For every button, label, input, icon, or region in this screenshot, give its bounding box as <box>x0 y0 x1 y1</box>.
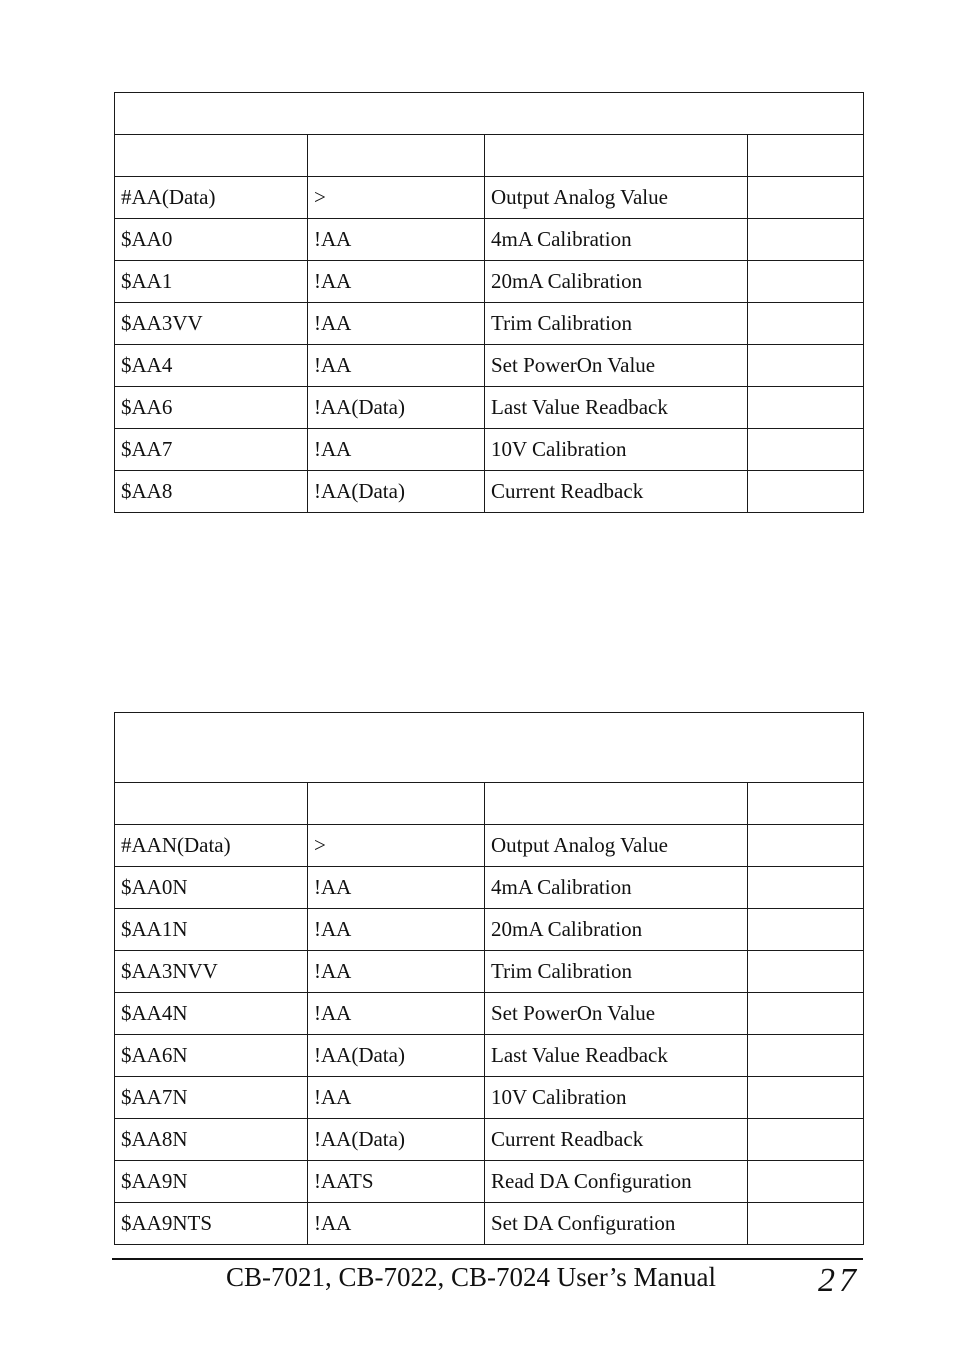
description-cell: 4mA Calibration <box>485 219 748 261</box>
section-cell <box>748 825 864 867</box>
description-cell: Output Analog Value <box>485 825 748 867</box>
command-cell: $AA3NVV <box>115 951 308 993</box>
command-cell: $AA1N <box>115 909 308 951</box>
response-cell: !AA <box>308 951 485 993</box>
response-cell: !AA <box>308 1077 485 1119</box>
description-cell: Set PowerOn Value <box>485 993 748 1035</box>
table-row <box>115 951 864 993</box>
section-cell <box>748 1035 864 1077</box>
table-header-row <box>115 135 864 177</box>
header-cell-section <box>748 135 864 177</box>
command-cell: $AA1 <box>115 261 308 303</box>
table-header-row <box>115 783 864 825</box>
command-cell: $AA9NTS <box>115 1203 308 1245</box>
response-cell: !AA <box>308 993 485 1035</box>
description-cell: 10V Calibration <box>485 429 748 471</box>
command-table-1 <box>114 92 864 513</box>
response-cell: !AATS <box>308 1161 485 1203</box>
header-cell-description <box>485 135 748 177</box>
table-row <box>115 303 864 345</box>
section-cell <box>748 471 864 513</box>
description-cell: 20mA Calibration <box>485 909 748 951</box>
table-row <box>115 345 864 387</box>
description-cell: Set DA Configuration <box>485 1203 748 1245</box>
section-cell <box>748 219 864 261</box>
description-cell: Read DA Configuration <box>485 1161 748 1203</box>
response-cell: !AA <box>308 1203 485 1245</box>
command-cell: $AA7N <box>115 1077 308 1119</box>
section-cell <box>748 993 864 1035</box>
section-cell <box>748 387 864 429</box>
command-cell: $AA0N <box>115 867 308 909</box>
table-title-cell <box>115 93 864 135</box>
header-cell-response <box>308 135 485 177</box>
section-cell <box>748 1161 864 1203</box>
footer-manual-title: CB-7021, CB-7022, CB-7024 User’s Manual <box>226 1262 716 1292</box>
response-cell: !AA(Data) <box>308 387 485 429</box>
description-cell: Current Readback <box>485 471 748 513</box>
table-row <box>115 1203 864 1245</box>
header-cell-description <box>485 783 748 825</box>
table-row <box>115 825 864 867</box>
description-cell: Current Readback <box>485 1119 748 1161</box>
table-title-cell <box>115 713 864 783</box>
command-cell: $AA0 <box>115 219 308 261</box>
section-cell <box>748 909 864 951</box>
command-cell: $AA9N <box>115 1161 308 1203</box>
table-title-row <box>115 713 864 783</box>
response-cell: !AA <box>308 909 485 951</box>
description-cell: 10V Calibration <box>485 1077 748 1119</box>
table-row <box>115 219 864 261</box>
header-cell-section <box>748 783 864 825</box>
section-cell <box>748 1077 864 1119</box>
command-cell: $AA4 <box>115 345 308 387</box>
response-cell: !AA <box>308 429 485 471</box>
table-title-row <box>115 93 864 135</box>
command-cell: $AA4N <box>115 993 308 1035</box>
table-row <box>115 1035 864 1077</box>
table-row <box>115 993 864 1035</box>
section-cell <box>748 261 864 303</box>
response-cell: !AA(Data) <box>308 471 485 513</box>
command-cell: $AA6 <box>115 387 308 429</box>
response-cell: !AA <box>308 219 485 261</box>
section-cell <box>748 951 864 993</box>
description-cell: Trim Calibration <box>485 303 748 345</box>
command-table-2 <box>114 712 864 1245</box>
response-cell: !AA(Data) <box>308 1035 485 1077</box>
command-cell: $AA6N <box>115 1035 308 1077</box>
description-cell: 4mA Calibration <box>485 867 748 909</box>
description-cell: Last Value Readback <box>485 387 748 429</box>
header-cell-command <box>115 783 308 825</box>
description-cell: Trim Calibration <box>485 951 748 993</box>
description-cell: Last Value Readback <box>485 1035 748 1077</box>
header-cell-command <box>115 135 308 177</box>
table-row <box>115 909 864 951</box>
command-cell: $AA8 <box>115 471 308 513</box>
table-row <box>115 261 864 303</box>
header-cell-response <box>308 783 485 825</box>
table-row <box>115 429 864 471</box>
command-cell: $AA3VV <box>115 303 308 345</box>
table-row <box>115 471 864 513</box>
table-row <box>115 387 864 429</box>
description-cell: Set PowerOn Value <box>485 345 748 387</box>
page-number: 27 <box>818 1262 860 1299</box>
table-row <box>115 1161 864 1203</box>
response-cell: > <box>308 177 485 219</box>
footer-divider <box>112 1258 863 1260</box>
section-cell <box>748 1119 864 1161</box>
command-cell: #AAN(Data) <box>115 825 308 867</box>
section-cell <box>748 303 864 345</box>
section-cell <box>748 867 864 909</box>
command-cell: $AA8N <box>115 1119 308 1161</box>
response-cell: !AA <box>308 345 485 387</box>
response-cell: > <box>308 825 485 867</box>
response-cell: !AA <box>308 261 485 303</box>
description-cell: Output Analog Value <box>485 177 748 219</box>
section-cell <box>748 177 864 219</box>
section-cell <box>748 1203 864 1245</box>
description-cell: 20mA Calibration <box>485 261 748 303</box>
section-cell <box>748 429 864 471</box>
table-row <box>115 867 864 909</box>
response-cell: !AA <box>308 867 485 909</box>
table-row <box>115 1077 864 1119</box>
command-cell: #AA(Data) <box>115 177 308 219</box>
response-cell: !AA(Data) <box>308 1119 485 1161</box>
command-cell: $AA7 <box>115 429 308 471</box>
section-cell <box>748 345 864 387</box>
response-cell: !AA <box>308 303 485 345</box>
table-row <box>115 1119 864 1161</box>
table-row <box>115 177 864 219</box>
